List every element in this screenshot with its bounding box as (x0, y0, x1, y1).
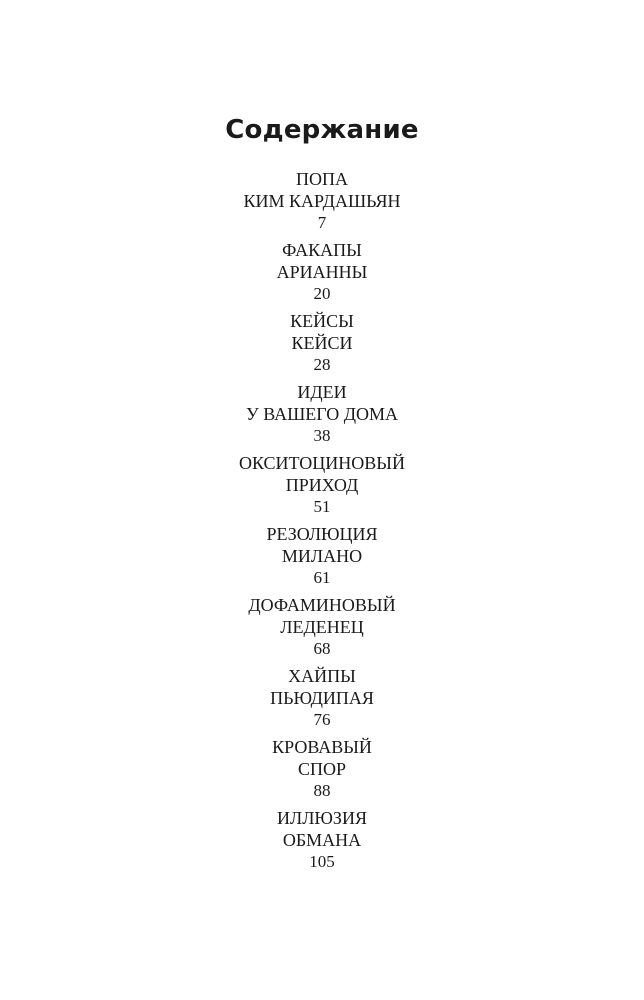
toc-entry-title-line: ПОПА (296, 169, 348, 189)
toc-entry-title-line: КРОВАВЫЙ (272, 737, 372, 757)
toc-entry (0, 594, 644, 665)
toc-entry-page-number: 68 (313, 639, 331, 658)
toc-entry-title-line: ФАКАПЫ (282, 240, 362, 260)
toc-entry-title-line: КИМ КАРДАШЬЯН (243, 191, 401, 211)
toc-entry (0, 665, 644, 736)
toc-entry-page-number: 105 (309, 852, 335, 871)
toc-entry (0, 452, 644, 523)
toc-entry-title-line: ИДЕИ (297, 382, 347, 402)
toc-entry-page-number: 20 (313, 284, 331, 303)
toc-entry-page-number: 76 (313, 710, 331, 729)
toc-entry-title-line: У ВАШЕГО ДОМА (245, 404, 398, 424)
toc-list (0, 168, 644, 878)
toc-entry-page-number: 7 (317, 213, 327, 232)
toc-entry-page-number: 28 (313, 355, 331, 374)
toc-entry (0, 381, 644, 452)
toc-entry-title-line: МИЛАНО (281, 546, 363, 566)
toc-entry-page-number: 38 (313, 426, 331, 445)
toc-entry-title-line: АРИАННЫ (276, 262, 368, 282)
toc-entry-title-line: РЕЗОЛЮЦИЯ (266, 524, 378, 544)
toc-entry-page-number: 61 (313, 568, 331, 587)
toc-entry-title-line: ОКСИТОЦИНОВЫЙ (238, 453, 406, 473)
toc-entry-title-line: ПЬЮДИПАЯ (270, 688, 374, 708)
toc-entry (0, 807, 644, 878)
toc-entry-title-line: ЛЕДЕНЕЦ (280, 617, 364, 637)
toc-entry-page-number: 88 (313, 781, 331, 800)
toc-entry (0, 239, 644, 310)
toc-entry-title-line: КЕЙСИ (291, 333, 353, 353)
toc-entry (0, 736, 644, 807)
toc-entry-title-line: СПОР (297, 759, 346, 779)
toc-entry-page-number: 51 (313, 497, 331, 516)
toc-entry-title-line: ДОФАМИНОВЫЙ (248, 595, 396, 615)
toc-entry-title-line: КЕЙСЫ (290, 311, 354, 331)
toc-title: Содержание (225, 115, 419, 145)
toc-entry-title-line: ОБМАНА (282, 830, 362, 850)
toc-entry-title-line: ПРИХОД (285, 475, 359, 495)
toc-entry (0, 310, 644, 381)
toc-entry-title-line: ИЛЛЮЗИЯ (277, 808, 367, 828)
toc-entry (0, 523, 644, 594)
toc-entry-title-line: ХАЙПЫ (288, 666, 356, 686)
toc-entry (0, 168, 644, 239)
